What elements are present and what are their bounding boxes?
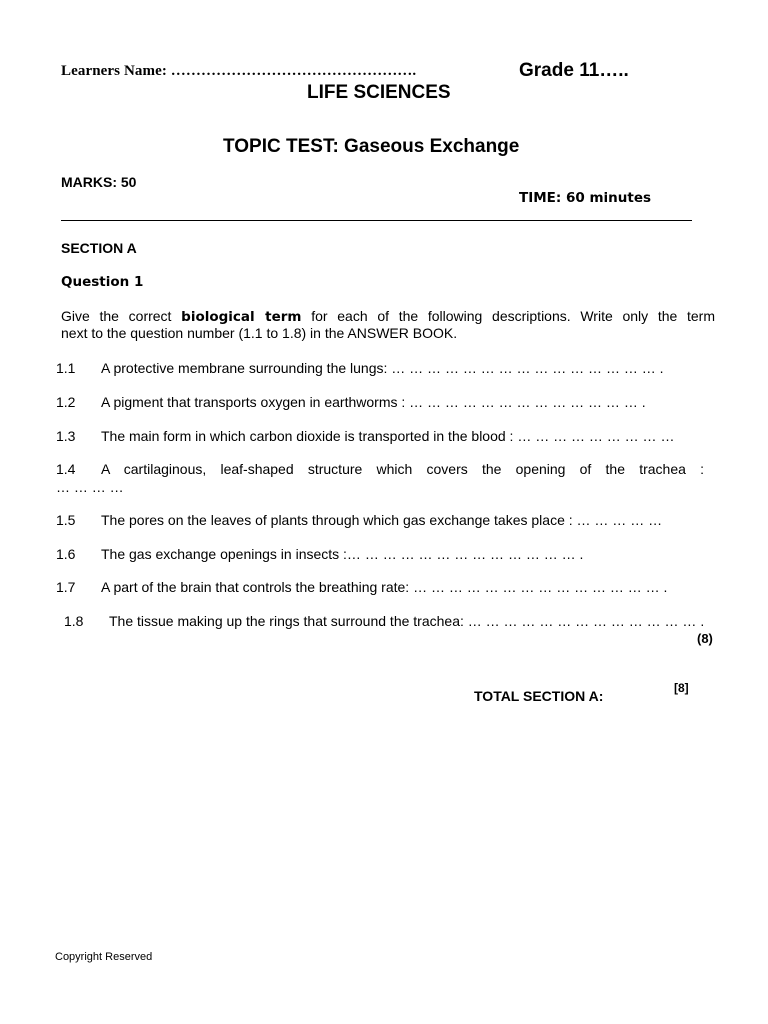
subject-title: LIFE SCIENCES	[307, 82, 451, 103]
question-number: 1.6	[56, 546, 76, 562]
question-number: 1.3	[56, 428, 76, 444]
total-section-label: TOTAL SECTION A:	[474, 688, 604, 704]
time-label: TIME: 60 minutes	[519, 190, 652, 206]
question-text: The pores on the leaves of plants through which gas exchange takes place : … … … … …	[101, 512, 663, 528]
question-number: 1.5	[56, 512, 76, 528]
question-number: 1.7	[56, 579, 76, 595]
marks-label: MARKS: 50	[61, 174, 137, 190]
question-text: A part of the brain that controls the breathing rate: … … … … … … … … … … … … … … .	[101, 579, 668, 595]
question-text: The gas exchange openings in insects :… … … … … … … … … … … … … .	[101, 546, 584, 562]
instruction-post: for each of the following descriptions. Write only the term	[301, 308, 716, 324]
instruction-pre: Give the correct	[61, 308, 182, 324]
topic-title: TOPIC TEST: Gaseous Exchange	[223, 136, 520, 157]
question-text: A protective membrane surrounding the lungs: … … … … … … … … … … … … … … … .	[101, 360, 664, 376]
question-number: 1.4	[56, 461, 76, 477]
question-text-continuation: … … … …	[56, 479, 124, 495]
question-text: A cartilaginous, leaf-shaped structure which covers the opening of the trachea :	[101, 461, 704, 477]
learner-name-label: Learners Name: ………………………………………….	[61, 63, 417, 79]
instructions-line-2: next to the question number (1.1 to 1.8) in the ANSWER BOOK.	[61, 325, 458, 341]
section-title: SECTION A	[61, 240, 137, 256]
question-title: Question 1	[61, 274, 144, 290]
question-number: 1.8	[64, 613, 84, 629]
question-text: A pigment that transports oxygen in earthworms : … … … … … … … … … … … … … .	[101, 394, 646, 410]
total-section-marks: [8]	[674, 681, 689, 695]
question-marks: (8)	[697, 631, 713, 646]
question-number: 1.1	[56, 360, 76, 376]
instructions	[61, 308, 715, 325]
grade-label: Grade 11…..	[519, 60, 629, 81]
header-divider	[61, 220, 692, 221]
copyright-footer: Copyright Reserved	[55, 951, 153, 963]
question-text: The main form in which carbon dioxide is transported in the blood : … … … … … … … … …	[101, 428, 675, 444]
question-text: The tissue making up the rings that surround the trachea: … … … … … … … … … … … … … .	[109, 613, 705, 629]
instruction-bold-term: biological term	[181, 309, 302, 325]
question-number: 1.2	[56, 394, 76, 410]
